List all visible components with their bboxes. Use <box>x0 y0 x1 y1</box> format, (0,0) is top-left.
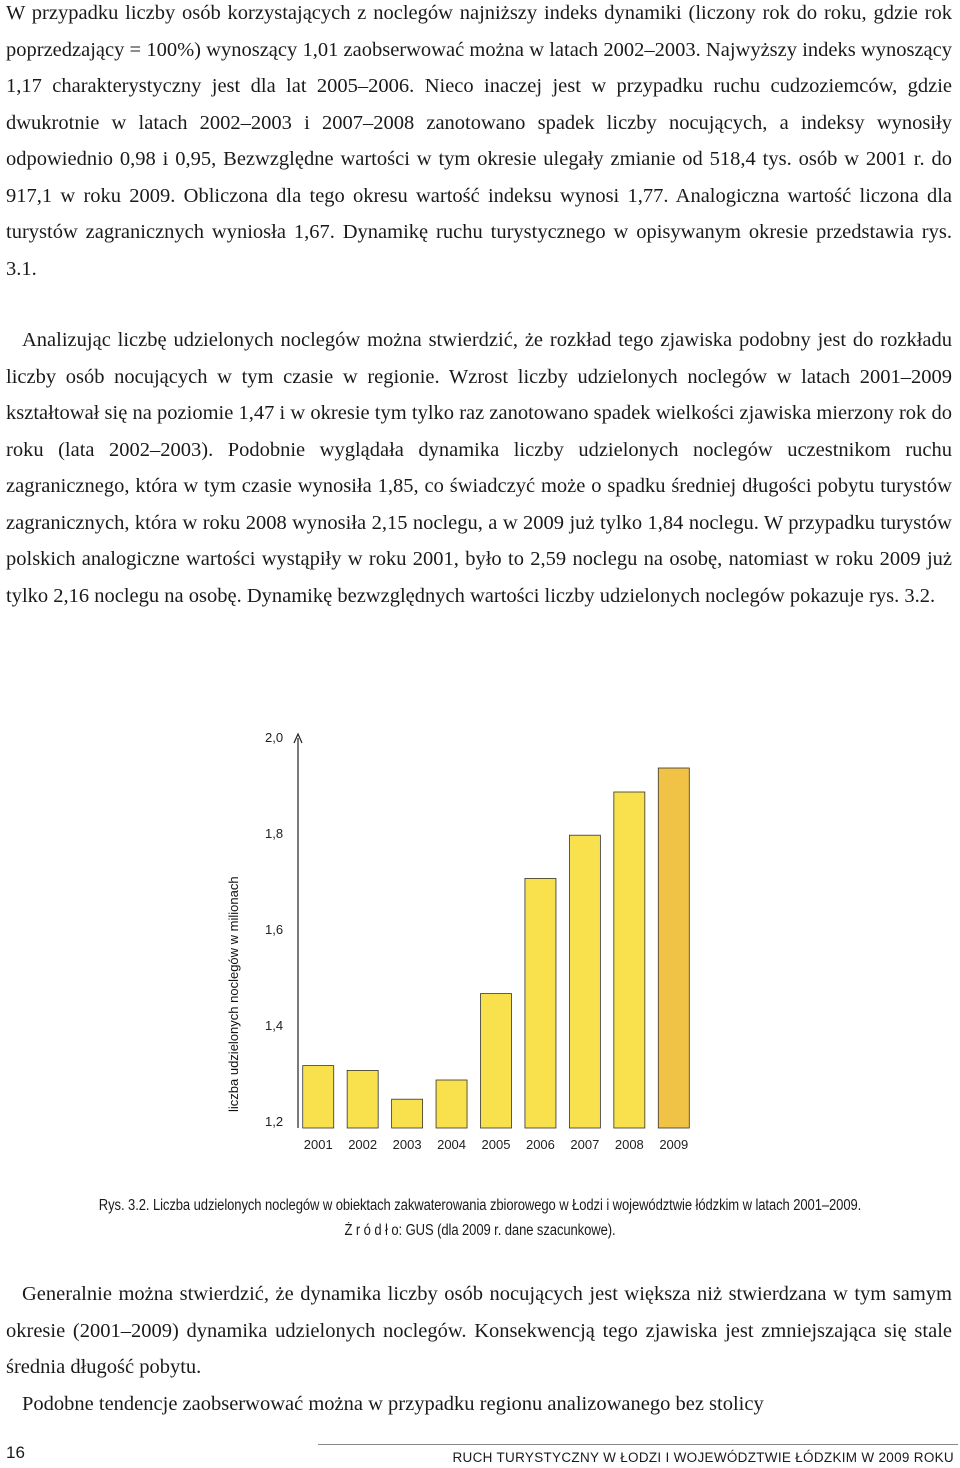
bar <box>658 768 689 1128</box>
bar <box>392 1099 423 1128</box>
y-axis-label: liczba udzielonych noclegów w milionach <box>226 876 241 1112</box>
bar <box>303 1066 334 1128</box>
x-tick-label: 2009 <box>659 1137 689 1152</box>
x-tick-label: 2002 <box>348 1137 378 1152</box>
x-tick-label: 2003 <box>392 1137 422 1152</box>
x-tick-label: 2004 <box>437 1137 467 1152</box>
x-tick-label: 2005 <box>481 1137 511 1152</box>
figure-source: Ź r ó d ł o: GUS (dla 2009 r. dane szacunkowe). <box>344 1222 616 1239</box>
x-tick-label: 2006 <box>525 1137 555 1152</box>
chart-bars <box>303 768 690 1128</box>
page-number: 16 <box>6 1443 25 1462</box>
bar <box>569 835 600 1128</box>
body-paragraph-4: Podobne tendencje zaobserwować można w przypadku regionu analizowanego bez stolicy <box>22 1393 764 1415</box>
bar <box>525 878 556 1128</box>
figure-caption: Rys. 3.2. Liczba udzielonych noclegów w obiektach zakwaterowania zbiorowego w Łodzi i województwie łódzkim w latach 2001–2009. <box>98 1197 862 1214</box>
y-tick-label: 1,6 <box>265 922 284 937</box>
bar <box>614 792 645 1128</box>
x-tick-label: 2007 <box>570 1137 600 1152</box>
y-tick-label: 2,0 <box>265 730 284 745</box>
bar <box>481 994 512 1128</box>
bar <box>347 1070 378 1128</box>
footer-rule <box>318 1444 958 1445</box>
running-title: RUCH TURYSTYCZNY W ŁODZI I WOJEWÓDZTWIE ŁÓDZKIM W 2009 ROKU <box>452 1450 954 1465</box>
chart-axes <box>294 734 302 1128</box>
body-paragraph-2: Analizując liczbę udzielonych noclegów można stwierdzić, że rozkład tego zjawiska podobny jest do rozkładu liczby osób nocujących w tym czasie w regionie. Wzrost liczby udzielonych noclegów w latach 2001–2009 kształtował się na poziomie 1,47 i w okresie tym tylko raz zanotowano spadek wielkości zjawiska mierzony rok do roku (lata 2002–2003). Podobnie wyglądała dynamika liczby udzielonych noclegów uczestnikom ruchu zagranicznego, która w tym czasie wynosiła 1,85, co świadczyć może o spadku średniej długości pobytu turystów zagranicznych, która w roku 2008 wynosiła 2,15 noclegu, a w 2009 już tylko 1,84 noclegu. W przypadku turystów polskich analogiczne wartości wystąpiły w roku 2001, było to 2,59 noclegu na osobę, natomiast w roku 2009 już tylko 2,16 noclegu na osobę. Dynamikę bezwzględnych wartości liczby udzielonych noclegów pokazuje rys. 3.2. <box>6 329 952 607</box>
x-tick-label: 2001 <box>303 1137 333 1152</box>
bar <box>436 1080 467 1128</box>
y-tick-label: 1,8 <box>265 826 284 841</box>
x-tick-label: 2008 <box>614 1137 644 1152</box>
body-paragraph-1: W przypadku liczby osób korzystających z noclegów najniższy indeks dynamiki (liczony rok do roku, gdzie rok poprzedzający = 100%) wynoszący 1,01 zaobserwować można w latach 2002–2003. Najwyższy indeks wynoszący 1,17 charakterystyczny jest dla lat 2005–2006. Nieco inaczej jest w przypadku ruchu cudzoziemców, gdzie dwukrotnie w latach 2002–2003 i 2007–2008 zanotowano spadek liczby nocujących, a indeksy wynosiły odpowiednio 0,98 i 0,95, Bezwzględne wartości w tym okresie ulegały zmianie od 518,4 tys. osób w 2001 r. do 917,1 w roku 2009. Obliczona dla tego okresu wartość indeksu wynosi 1,77. Analogiczna wartość liczona dla turystów zagranicznych wyniosła 1,67. Dynamikę ruchu turystycznego w opisywanym okresie przedstawia rys. 3.1. <box>6 2 952 280</box>
body-paragraph-3: Generalnie można stwierdzić, że dynamika liczby osób nocujących jest większa niż stwierdzana w tym samym okresie (2001–2009) dynamika udzielonych noclegów. Konsekwencją tego zjawiska jest zmniejszająca się stale średnia długość pobytu. <box>6 1283 952 1378</box>
y-tick-label: 1,4 <box>265 1018 284 1033</box>
bar-chart <box>0 720 960 1160</box>
y-tick-label: 1,2 <box>265 1114 284 1129</box>
